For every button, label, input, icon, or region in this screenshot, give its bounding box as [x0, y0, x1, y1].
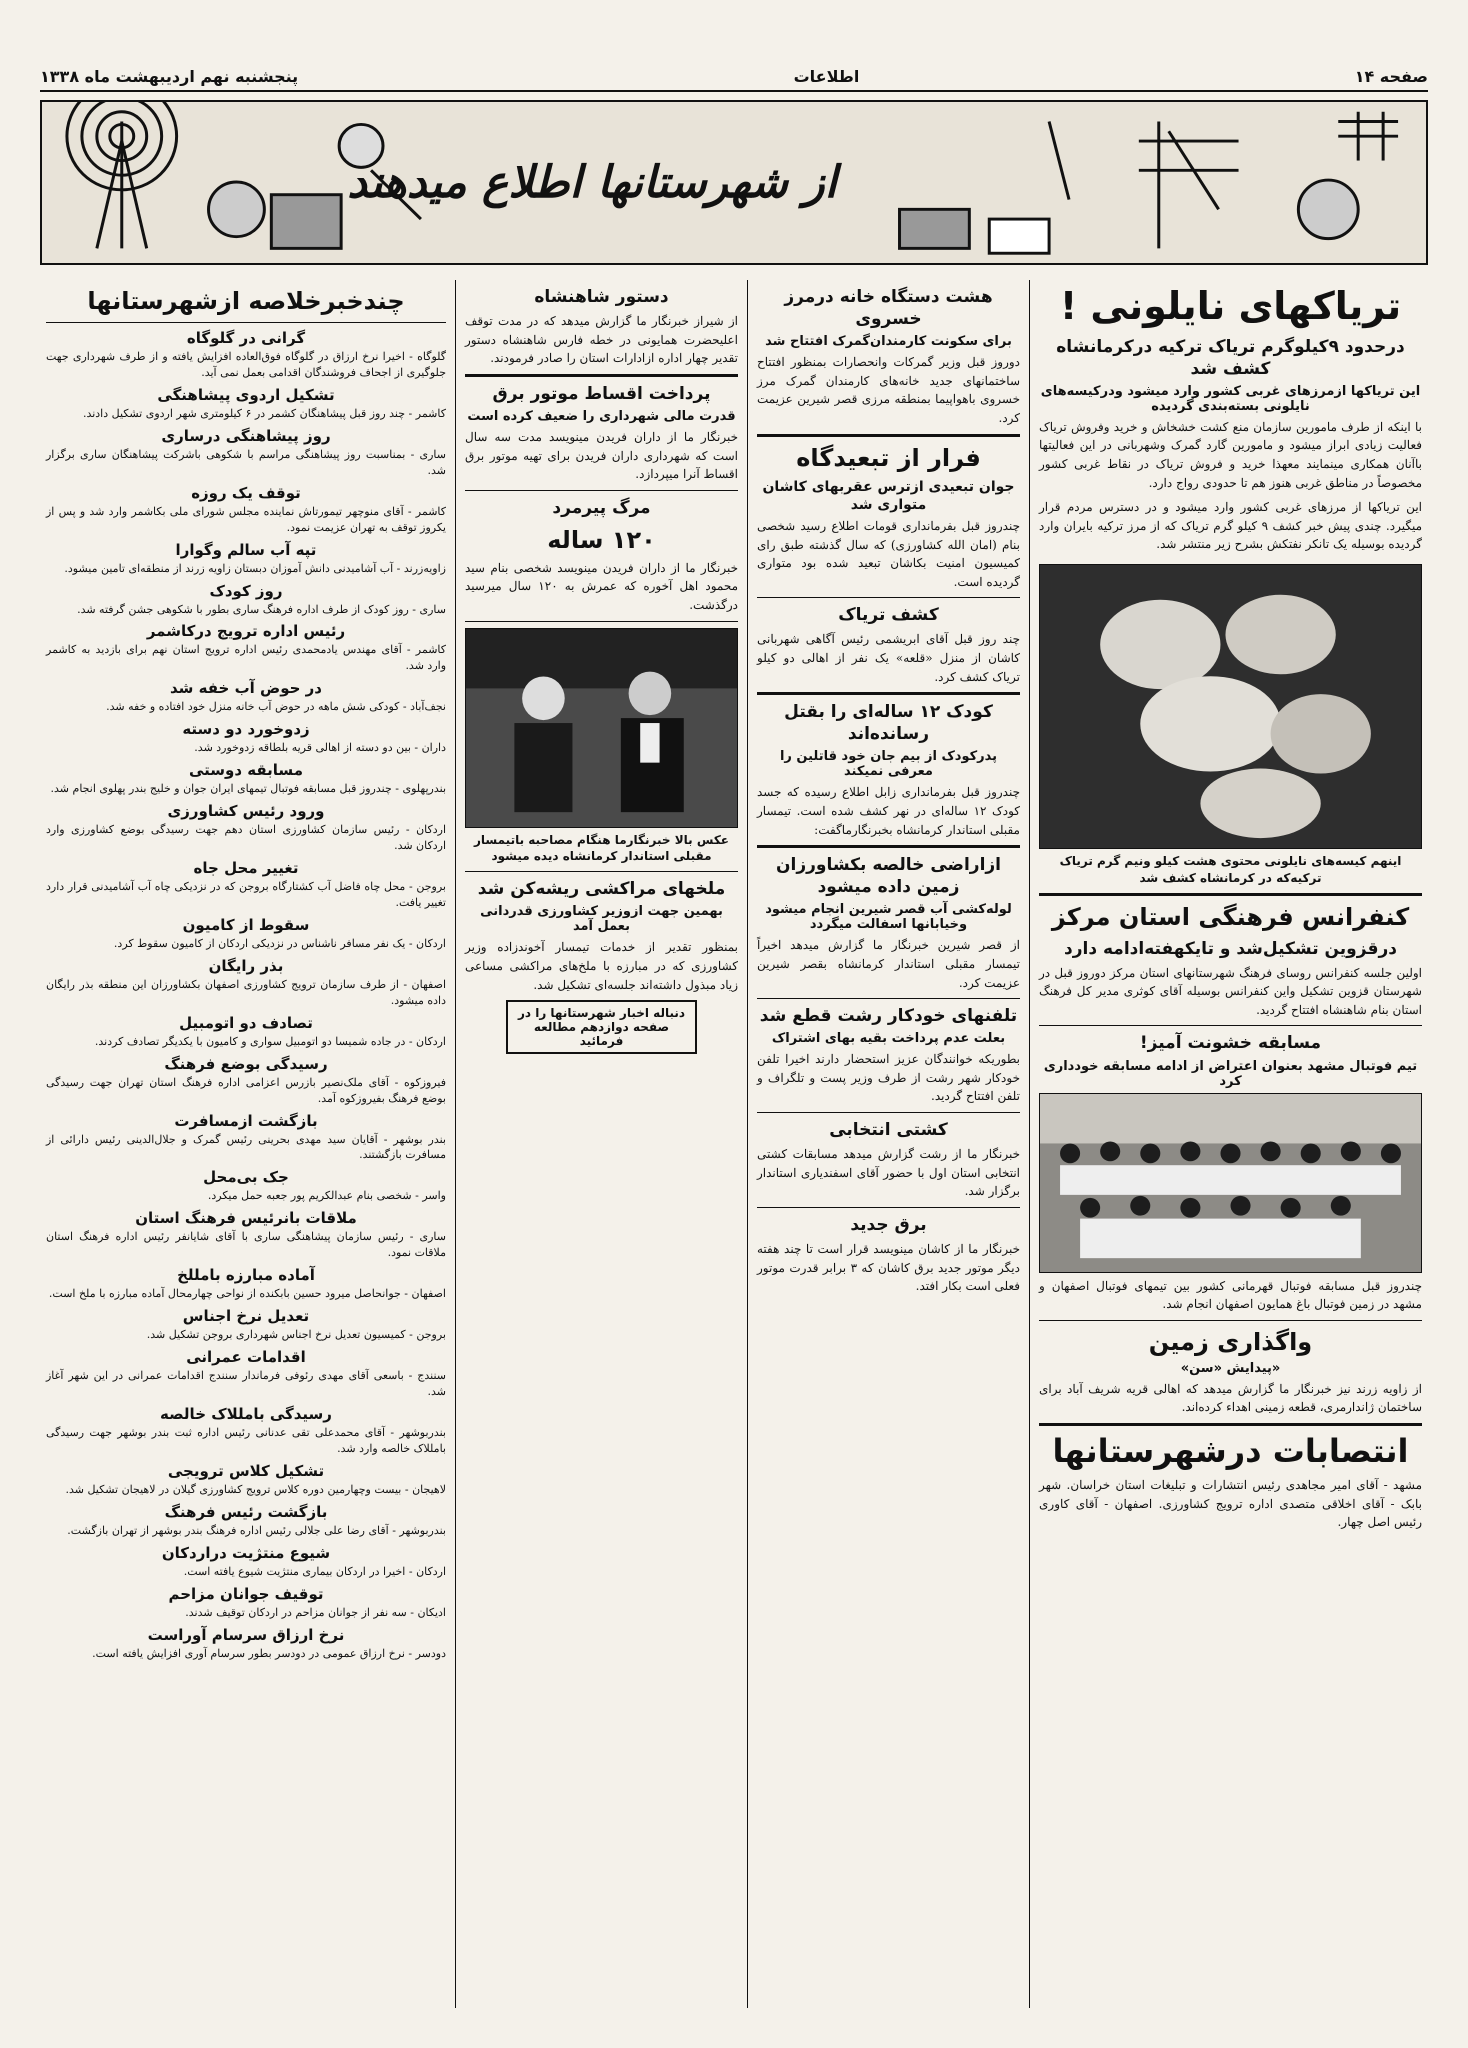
brief-text: ساری - بمناسبت روز پیشاهنگی مراسم با شکوهی باشرکت پیشاهنگان ساری برگزار شد.	[46, 447, 446, 477]
child-subhead: پدرکودک از بیم جان خود قاتلین را معرفی نمیکند	[779, 749, 998, 780]
briefs-list	[46, 329, 446, 1662]
brief-text: بندرپهلوی - چندروز قبل مسابقه فوتبال تیمهای ایران جوان و خلیج بندر پهلوی انجام شد.	[50, 782, 446, 796]
opium-headline: تریاکهای نایلونی !	[1059, 284, 1402, 328]
escape-body: چندروز قبل بفرمانداری قومات اطلاع رسید شخصی بنام (امان الله کشاورزی) که سال گذشته طبق رای کمیسیون امنیت بکاشان تبعید شده بود متواری گردیده است.	[757, 518, 1020, 589]
football-team-photo	[1039, 1093, 1422, 1273]
brief-title: مسابقه دوستی	[188, 761, 303, 780]
divider	[757, 692, 1020, 695]
brief-title: بازگشت ازمسافرت	[174, 1111, 318, 1130]
brief-text: نجف‌آباد - کودکی شش ماهه در حوض آب خانه منزل خود افتاده و خفه شد.	[106, 700, 446, 714]
land-body: از زاویه زرند نیز خبرنگار ما گزارش میدهد که اهالی قریه شریف آباد برای ساختمان ژاندارمری، قطعه زمینی اهداء کرده‌اند.	[1039, 1381, 1422, 1415]
land-subhead: «پیدایش «سن»	[1180, 1360, 1281, 1376]
divider	[757, 434, 1020, 437]
divider	[757, 998, 1020, 999]
brief-title: شیوع منتژیت دراردکان	[161, 1543, 331, 1562]
brief-title: تپه آب سالم وگوارا	[175, 540, 317, 559]
divider	[1039, 1320, 1422, 1321]
wrestling-headline: کشتی انتخابی	[829, 1120, 948, 1140]
brief-title: اقدامات عمرانی	[186, 1348, 306, 1367]
masthead	[40, 62, 1428, 92]
opium-body-2: این تریاکها از مرزهای غربی کشور وارد میشود و در دسترس مردم قرار میگیرد. چندی پیش خبر کشف ۹ کیلو گرم تریاک که از مرز ترکیه بایران وارد گردیده بوسیله یک تانکر نفتکش بشرح زیر منتشر شد.	[1039, 500, 1423, 552]
brief-title: ورود رئیس کشاورزی	[167, 802, 325, 821]
brief-title: رسیدگی بوضع فرهنگ	[164, 1054, 328, 1073]
customs-body: دوروز قبل وزیر گمرکات وانحصارات بمنظور افتتاح ساختمانهای جدید خانه‌های کارمندان گمرک مرز خسروی باهواپیما بمنطقه مرزی قصر شیرین عزیمت کرد.	[757, 355, 1020, 425]
brief-title: جک بی‌محل	[203, 1168, 289, 1187]
culture-headline: کنفرانس فرهنگی استان مرکز	[1051, 902, 1410, 931]
brief-title: بذر رایگان	[208, 956, 284, 975]
brief-text: فیروزکوه - آقای ملک‌نصیر بازرس اعزامی اداره فرهنگ استان تهران جهت رسیدگی بوضع فرهنگ بفیروزکوه آمد.	[46, 1075, 446, 1105]
khalese-body: از قصر شیرین خبرنگار ما گزارش میدهد اخیراً تیمسار مقبلی استاندار کرمانشاه بقصر شیرین عزیمت کرد.	[757, 938, 1020, 990]
khalese-headline: ازاراضی خالصه بکشاورزان زمین داده میشود	[775, 855, 1002, 898]
customs-subhead: برای سکونت کارمندان‌گمرک افتتاح شد	[765, 334, 1012, 350]
child-body: چندروز قبل بفرمانداری زابل اطلاع رسیده که جسد کودک ۱۲ ساله‌ای در نهر کشف شده است. تیمسار مقبلی استاندار کرمانشاه بخبرنگارماگفت:	[757, 785, 1021, 837]
new-power-headline: برق جدید	[850, 1214, 927, 1235]
culture-subhead: درقزوین تشکیل‌شد و تایکهفته‌ادامه دارد	[1064, 938, 1397, 959]
page-number: صفحه ۱۴	[1354, 66, 1428, 86]
brief-text: گلوگاه - اخیرا نرخ ارزاق در گلوگاه فوق‌العاده افزایش یافته و از طرف شهرداری جهت جلوگیری از اجحاف فروشندگان اقدامی بعمل نمی آید.	[46, 350, 446, 379]
escape-subhead: جوان تبعیدی ازترس عقربهای کاشان متواری شد	[762, 478, 1015, 513]
child-headline: کودک ۱۲ ساله‌ای را بقتل رسانده‌اند	[784, 702, 993, 745]
motor-headline: پرداخت اقساط موتور برق	[492, 383, 711, 404]
paper-name: اطلاعات	[793, 66, 860, 86]
motor-subhead: قدرت مالی شهرداری را ضعیف کرده است	[467, 408, 736, 424]
brief-title: رئیس اداره ترویج درکاشمر	[146, 622, 346, 641]
divider	[757, 597, 1020, 598]
phone-headline: تلفنهای خودکار رشت قطع شد	[759, 1006, 1018, 1027]
brief-text: ساری - رئیس سازمان پیشاهنگی ساری با آقای شایانفر رئیس اداره فرهنگ استان ملاقات نمود.	[46, 1230, 446, 1260]
brief-text: اردکان - اخیرا در اردکان بیماری منتژیت شیوع یافته است.	[183, 1564, 446, 1578]
brief-text: داران - بین دو دسته از اهالی قریه بلطاقه زدوخورد شد.	[194, 741, 446, 755]
column-center-right	[751, 280, 1026, 2008]
divider	[465, 374, 738, 377]
brief-title: در حوض آب خفه شد	[170, 679, 322, 698]
divider	[757, 1112, 1020, 1113]
brief-text: بروجن - محل چاه فاضل آب کشتارگاه بروجن که در نزدیکی چاه آب آشامیدنی قرار دارد تغییر یافت.	[46, 880, 446, 909]
locust-body: بمنظور تقدیر از خدمات تیمسار آخوندزاده وزیر کشاورزی که در مبارزه با ملخ‌های مراکشی مساعی زیاد مبذول داشته‌اند جلسه‌ای تشکیل شد.	[465, 940, 738, 992]
elderly-subhead: ۱۲۰ ساله	[547, 525, 656, 554]
brief-title: تصادف دو اتومبیل	[179, 1013, 313, 1032]
escape-headline: فرار از تبعیدگاه	[796, 443, 981, 472]
divider	[1039, 1025, 1422, 1026]
brief-text: بندر بوشهر - آقایان سید مهدی بحرینی رئیس گمرک و جلال‌الدینی رئیس دارائی از مسافرت بازگشتند.	[46, 1132, 446, 1162]
divider	[46, 322, 446, 323]
football-headline: مسابقه خشونت آمیز!	[1139, 1033, 1322, 1054]
opium-find-headline: کشف تریاک	[838, 605, 939, 626]
divider	[757, 1207, 1020, 1208]
motor-body: خبرنگار ما از داران فریدن مینویسد مدت سه سال است که شهرداری داران فریدن برای تهیه موتور برق اقساط آنرا میپردازد.	[465, 429, 738, 482]
divider	[757, 845, 1020, 848]
brief-title: آماده مبارزه بامللخ	[177, 1266, 315, 1285]
elections-body: مشهد - آقای امیر مجاهدی رئیس انتشارات و تبلیغات استان خراسان. شهر بابک - آقای اخلاقی متصدی اداره ترویج کشاورزی. اصفهان - آقای کاوری رئیس اصل چهار.	[1039, 1478, 1422, 1530]
customs-headline: هشت دستگاه خانه درمرز خسروی	[784, 287, 993, 330]
brief-title: گرانی در گلوگاه	[186, 329, 306, 347]
column-rule	[1029, 280, 1030, 2008]
new-power-body: خبرنگار ما از کاشان مینویسد قرار است تا چند هفته دیگر موتور جدید برق کاشان که ۳ برابر قدرت موتور فعلی است بکار افتد.	[757, 1241, 1020, 1294]
brief-text: ساری - روز کودک از طرف اداره فرهنگ ساری بطور با شکوهی جشن گرفته شد.	[77, 602, 446, 616]
column-rule	[747, 280, 748, 2008]
brief-text: اردکان - یک نفر مسافر ناشناس در نزدیکی اردکان از کامیون سقوط کرد.	[113, 936, 446, 950]
column-rule	[455, 280, 456, 2008]
brief-text: کاشمر - آقای مهندس یادمحمدی رئیس اداره ترویج استان نهم برای بازدید به کاشمر وارد شد.	[46, 643, 446, 673]
khalese-subhead: لوله‌کشی آب قصر شیرین انجام میشود وخیابانها اسفالت میگردد	[765, 902, 1012, 933]
wrestling-body: خبرنگار ما از رشت گزارش میدهد مسابقات کشتی انتخابی استان اول با حضور آقای اسفندیاری استاندار برگزار شد.	[757, 1147, 1020, 1199]
brief-title: تشکیل اردوی پیشاهنگی	[157, 385, 335, 404]
column-left-briefs	[40, 280, 452, 2008]
land-headline: واگذاری زمین	[1148, 1327, 1313, 1356]
column-right	[1033, 280, 1428, 2008]
briefs-headline: چندخبرخلاصه ازشهرستانها	[87, 287, 405, 315]
interview-photo-caption: عکس بالا خبرنگارما هنگام مصاحبه باتیمسار مقبلی استاندار کرمانشاه دیده میشود	[474, 832, 729, 864]
phone-body: بطوریکه خوانندگان عزیز استحضار دارند اخیرا تلفن خودکار شهر رشت از طرف وزیر پست و تلگراف و تلفن افتتاح گردید.	[757, 1052, 1020, 1104]
brief-title: بازگشت رئیس فرهنگ	[164, 1502, 328, 1521]
brief-text: اردکان - در جاده شمیسا دو اتومبیل سواری و کامیون با یکدیگر تصادف کردند.	[94, 1034, 446, 1048]
brief-title: رسیدگی بامللاک خالصه	[160, 1404, 332, 1423]
brief-text: اردکان - رئیس سازمان کشاورزی استان دهم جهت رسیدگی بوضع کشاورزی وارد اردکان شد.	[46, 823, 446, 853]
brief-text: ادیکان - سه نفر از جوانان مزاحم در اردکان توقیف شدند.	[185, 1605, 446, 1619]
brief-title: تعدیل نرخ اجناس	[182, 1307, 310, 1326]
brief-title: سقوط از کامیون	[182, 915, 310, 934]
issue-date: پنجشنبه نهم اردیبهشت ماه ۱۳۳۸	[40, 66, 299, 86]
elderly-headline: مرگ پیرمرد	[552, 497, 651, 518]
brief-title: روز پیشاهنگی درساری	[161, 426, 331, 445]
brief-title: تشکیل کلاس ترویجی	[167, 1461, 325, 1480]
opium-body-1: با اینکه از طرف مامورین سازمان منع کشت خشخاش و خرید وفروش تریاک فعالیت زیادی ابراز میشود و مامورین گارد گمرک وشهربانی در این فعالیتها باآنان همکاری مینمایند معهذا خرید و فروش تریاک در نقاط غربی کشور مخصوصاً در مناطق غربی هنوز هم تا حدودی رواج دارد.	[1039, 419, 1422, 490]
shah-body: از شیراز خبرنگار ما گزارش میدهد که در مدت توقف اعلیحضرت همایونی در خطه فارس شاهنشاه دستور تقدیر چهار اداره ازادارات استان را صادر فرمودند.	[465, 314, 738, 366]
opium-photo-caption: اینهم کیسه‌های نایلونی محتوی هشت کیلو ونیم گرم تریاک ترکیه‌که در کرمانشاه کشف شد	[1059, 853, 1402, 885]
brief-title: توقف یک روزه	[191, 483, 301, 502]
brief-title: روز کودک	[209, 581, 283, 600]
brief-text: لاهیجان - بیست وچهارمین دوره کلاس ترویج کشاورزی گیلان در لاهیجان تشکیل شد.	[65, 1482, 446, 1496]
phone-sub: بعلت عدم پرداخت بقیه بهای اشتراک	[771, 1031, 1006, 1047]
locust-headline: ملخهای مراکشی ریشه‌کن شد	[477, 879, 726, 900]
brief-text: واسر - شخصی بنام عبدالکریم پور جعبه حمل میکرد.	[207, 1189, 446, 1203]
brief-title: ملاقات بانرئیس فرهنگ استان	[135, 1209, 357, 1228]
divider	[1039, 893, 1422, 896]
brief-text: اصفهان - از طرف سازمان ترویج کشاورزی اصفهان بکشاورزان این منطقه بذر رایگان داده میشود.	[46, 977, 446, 1007]
opium-deck: این تریاکها ازمرزهای غربی کشور وارد میشود ودرکیسه‌های نایلونی بسته‌بندی گردیده	[1040, 383, 1421, 414]
brief-text: زاویه‌زرند - آب آشامیدنی دانش آموزان دبستان زاویه زرند از منطقه‌ای تامین میشود.	[64, 561, 446, 575]
divider	[465, 621, 738, 622]
opium-find-body: چند روز قبل آقای ابریشمی رئیس آگاهی شهربانی کاشان از منزل «قلعه» یک نفر از اهالی دو کیلو تریاک کشف کرد.	[757, 632, 1020, 684]
shah-headline: دستور شاهنشاه	[534, 287, 669, 307]
brief-title: توقیف جوانان مزاحم	[168, 1584, 324, 1603]
divider	[465, 871, 738, 872]
brief-text: دودسر - نرخ ارزاق عمومی در دودسر بطور سرسام آوری افزایش یافته است.	[92, 1646, 446, 1660]
culture-body: اولین جلسه کنفرانس روسای فرهنگ شهرستانهای استان مرکز دوروز قبل در شهرستان قزوین تشکیل واین کنفرانس بوسیله آقای کوثری مدیر کل فرهنگ استان بنام شاهنشاه افتتاح گردید.	[1039, 965, 1422, 1017]
brief-title: زدوخورد دو دسته	[182, 720, 310, 739]
brief-text: کاشمر - چند روز قبل پیشاهنگان کشمر در ۶ کیلومتری شهر اردوی تشکیل دادند.	[82, 406, 446, 420]
elections-headline: انتصابات درشهرستانها	[1052, 1431, 1409, 1470]
opium-photo	[1039, 564, 1422, 849]
banner-title: از شهرستانها اطلاع میدهند	[347, 157, 837, 208]
brief-title: تغییر محل جاه	[193, 859, 299, 877]
column-center-left	[459, 280, 744, 2008]
section-banner	[40, 100, 1428, 265]
divider	[1039, 1423, 1422, 1426]
locust-subhead: بهمین جهت ازوزیر کشاورزی قدردانی بعمل آمد	[480, 904, 723, 935]
brief-text: بروجن - کمیسیون تعدیل نرخ اجناس شهرداری بروجن تشکیل شد.	[146, 1328, 446, 1342]
brief-title: نرخ ارزاق سرسام آوراست	[147, 1625, 345, 1644]
divider	[465, 490, 738, 491]
brief-text: بندربوشهر - آقای محمدعلی تقی عدنانی رئیس اداره ثبت بندر بوشهر جهت رسیدگی بامللاک خالصه وارد شد.	[46, 1425, 446, 1455]
interview-photo	[465, 628, 738, 828]
football-body: چندروز قبل مسابقه فوتبال قهرمانی کشور بین تیمهای فوتبال اصفهان و مشهد در زمین فوتبال باغ همایون اصفهان انجام شد.	[1039, 1278, 1422, 1312]
continued-notice: دنباله اخبار شهرستانها را در صفحه دوازدهم مطالعه فرمائید	[506, 1000, 697, 1054]
opium-subhead: درحدود ۹کیلوگرم تریاک ترکیه درکرمانشاه کشف شد	[1056, 336, 1405, 379]
brief-text: سنندج - باسعی آقای مهدی رئوفی فرماندار سنندج اقدامات عمرانی در این شهر آغاز شد.	[46, 1369, 446, 1398]
brief-text: بندربوشهر - آقای رضا علی جلالی رئیس اداره فرهنگ بندر بوشهر از تهران بازگشت.	[67, 1523, 446, 1537]
elderly-body: خبرنگار ما از داران فریدن مینویسد شخصی بنام سید محمود اهل آخوره که عمرش به ۱۲۰ سال میرسید درگذشت.	[465, 560, 738, 613]
football-subhead: تیم فوتبال مشهد بعنوان اعتراض از ادامه مسابقه خودداری کرد	[1043, 1058, 1418, 1089]
brief-text: اصفهان - جوانحاصل میرود حسین بابکنده از نواحی چهارمحال آماده مبارزه با ملخ است.	[48, 1287, 446, 1301]
brief-text: کاشمر - آقای منوچهر تیمورتاش نماینده مجلس شورای ملی بکاشمر وارد شد و پس از یکروز توقف به تهران عزیمت نمود.	[46, 504, 446, 534]
